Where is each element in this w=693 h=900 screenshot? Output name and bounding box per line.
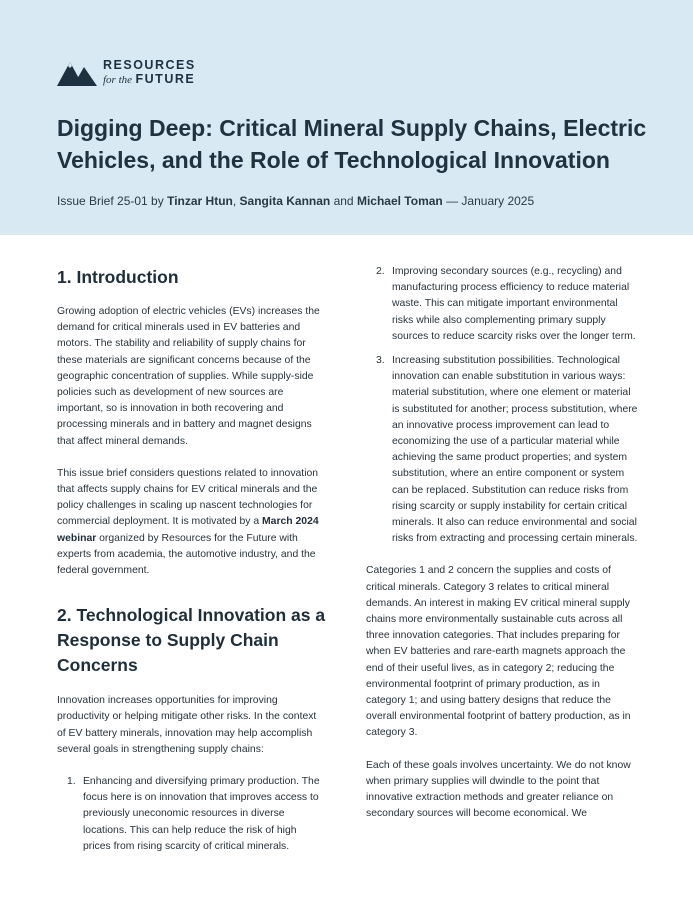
intro-p2-text-after: organized by Resources for the Future with experts from academia, the automotive industry, and the federal government. <box>57 532 316 577</box>
author-and: and <box>333 194 354 208</box>
author-1[interactable]: Tinzar Htun <box>167 194 233 208</box>
goals-list-left <box>57 774 327 855</box>
logo-prefix: for the <box>103 74 133 86</box>
intro-paragraph-1: Growing adoption of electric vehicles (EVs) increases the demand for critical minerals used in EV batteries and motors. The stability and reliability of supply chains for these materials are significant concerns because of the geographic concentration of supplies. While supply-side policies such as development of new sources are important, so is innovation in both recovering and processing minerals and in battery and magnet designs that affect mineral demands. <box>57 306 320 447</box>
publish-date: — January 2025 <box>446 194 535 208</box>
intro-p2-text-before: This issue brief considers questions related to innovation that affects supply chains for EV critical minerals and the policy challenges in scaling up nascent technologies for commercial deployment. It is motivated by a <box>57 467 319 528</box>
tech-paragraph-3: Each of these goals involves uncertainty. We do not know when primary supplies will dwindle to the point that innovative extraction methods and greater reliance on secondary sources will become economical. We <box>366 759 631 820</box>
list-item-number: 3. <box>376 355 385 367</box>
mountain-logo-icon <box>57 59 97 86</box>
list-item <box>366 264 638 345</box>
list-item <box>57 774 327 855</box>
tech-paragraph-2: Categories 1 and 2 concern the supplies and costs of critical minerals. Category 3 relates to critical mineral demands. An interest in making EV critical mineral supply chains more environmentally sustainable cuts across all three innovation categories. That includes preparing for when EV batteries and rare-earth magnets approach the end of their useful lives, as in category 2; reducing the environmental footprint of primary production, as in category 1; and using battery designs that reduce the overall environmental footprint of battery production, as in category 3. <box>366 565 631 739</box>
list-item-text: Increasing substitution possibilities. Technological innovation can enable substitution in various ways: material substitution, where one element or material is substituted for another; process substitution, where an innovative process improvement can lead to economizing the use of a particular material while achieving the same product properties; and system substitution, where an entire component or system can be replaced. Substitution can reduce risks from rising scarcity or supply instability for certain critical minerals. It also can reduce environmental and social risks from extracting and processing certain minerals. <box>392 355 638 545</box>
author-3[interactable]: Michael Toman <box>356 194 443 208</box>
intro-paragraph-2 <box>57 466 327 579</box>
logo-line-2 <box>103 72 196 87</box>
section-heading-tech-innovation: 2. Technological Innovation as a Response to Supply Chain Concerns <box>57 605 326 676</box>
left-column <box>57 262 327 855</box>
tech-paragraph-1: Innovation increases opportunities for improving productivity or helping mitigate other risks. In the context of EV battery minerals, innovation may help accomplish several goals in strengthening supply chains: <box>57 695 317 755</box>
logo-wordmark <box>103 58 196 87</box>
logo-line-1: RESOURCES <box>103 58 196 72</box>
issue-label: Issue Brief 25-01 by <box>57 194 164 208</box>
goals-list-right <box>366 264 638 547</box>
list-item-number: 1. <box>67 776 76 788</box>
webinar-link[interactable]: March 2024 webinar <box>57 516 319 544</box>
byline <box>57 194 657 208</box>
list-item-text: Improving secondary sources (e.g., recycling) and manufacturing process efficiency to reduce material waste. This can mitigate important environmental risks while also complementing primary supply sources to reduce scarcity risks over the longer term. <box>392 266 636 342</box>
right-column <box>366 264 638 823</box>
author-separator: , <box>232 194 237 208</box>
header-band <box>0 0 693 235</box>
list-item-text: Enhancing and diversifying primary production. The focus here is on innovation that improves access to previously uneconomic resources in diverse locations. This can help reduce the risk of high prices from rising scarcity of critical minerals. <box>83 776 320 852</box>
page-title: Digging Deep: Critical Mineral Supply Chains, Electric Vehicles, and the Role of Technological Innovation <box>57 115 647 173</box>
logo-main: FUTURE <box>135 72 196 86</box>
section-heading-introduction: 1. Introduction <box>57 267 179 287</box>
author-2[interactable]: Sangita Kannan <box>239 194 331 208</box>
list-item <box>366 353 638 547</box>
list-item-number: 2. <box>376 266 385 277</box>
